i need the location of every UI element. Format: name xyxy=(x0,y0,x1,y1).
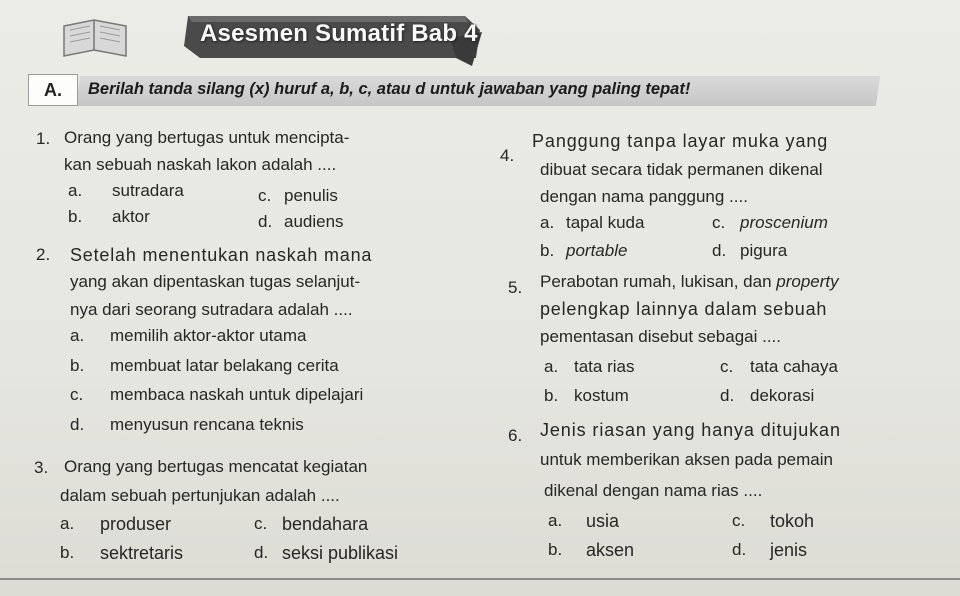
question-text: untuk memberikan aksen pada pemain xyxy=(540,450,833,469)
option-letter: b. xyxy=(70,356,85,375)
option-letter: d. xyxy=(712,241,727,260)
option-d[interactable]: menyusun rencana teknis xyxy=(110,415,304,434)
option-letter: a. xyxy=(68,181,83,200)
question-number: 4. xyxy=(500,146,515,165)
option-letter: d. xyxy=(258,212,273,231)
question-text xyxy=(540,271,839,293)
book-icon xyxy=(60,14,130,60)
section-letter: A. xyxy=(28,74,78,106)
bottom-divider xyxy=(0,578,960,580)
option-letter: d. xyxy=(720,386,735,405)
option-letter: c. xyxy=(254,514,268,533)
option-letter: c. xyxy=(712,213,726,232)
option-letter: b. xyxy=(60,543,75,562)
question-text: yang akan dipentaskan tugas selanjut- xyxy=(70,272,361,291)
question-number: 5. xyxy=(508,278,523,297)
question-number: 1. xyxy=(36,129,51,148)
question-text: kan sebuah naskah lakon adalah .... xyxy=(64,155,337,174)
question-number: 3. xyxy=(34,458,49,477)
option-letter: a. xyxy=(540,213,555,232)
question-text: nya dari seorang sutradara adalah .... xyxy=(70,300,353,319)
option-letter: b. xyxy=(544,386,559,405)
option-letter: d. xyxy=(254,543,269,562)
option-c[interactable]: penulis xyxy=(284,186,338,205)
option-letter: c. xyxy=(732,511,746,530)
question-text: dibuat secara tidak permanen dikenal xyxy=(540,160,823,179)
option-c[interactable]: tokoh xyxy=(770,511,815,531)
option-c[interactable]: tata cahaya xyxy=(750,357,838,376)
question-text: dikenal dengan nama rias .... xyxy=(544,481,763,500)
option-b[interactable]: portable xyxy=(566,241,628,260)
option-letter: b. xyxy=(548,540,563,559)
option-a[interactable]: sutradara xyxy=(112,181,184,200)
option-a[interactable]: memilih aktor-aktor utama xyxy=(110,326,307,345)
option-d[interactable]: dekorasi xyxy=(750,386,815,405)
option-b[interactable]: kostum xyxy=(574,386,629,405)
option-letter: a. xyxy=(70,326,85,345)
option-a[interactable]: produser xyxy=(100,514,172,534)
option-c[interactable]: membaca naskah untuk dipelajari xyxy=(110,385,364,404)
option-letter: c. xyxy=(720,357,734,376)
question-text: Orang yang bertugas untuk mencipta- xyxy=(64,128,350,147)
option-a[interactable]: tata rias xyxy=(574,357,635,376)
option-b[interactable]: membuat latar belakang cerita xyxy=(110,356,339,375)
question-text: Setelah menentukan naskah mana xyxy=(70,245,373,265)
page-title: Asesmen Sumatif Bab 4 xyxy=(200,20,478,47)
question-text: Jenis riasan yang hanya ditujukan xyxy=(540,420,841,440)
question-text: dalam sebuah pertunjukan adalah .... xyxy=(60,486,340,505)
option-letter: d. xyxy=(70,415,85,434)
option-d[interactable]: seksi publikasi xyxy=(282,543,399,563)
option-a[interactable]: usia xyxy=(586,511,620,531)
option-letter: b. xyxy=(68,207,83,226)
question-text: dengan nama panggung .... xyxy=(540,187,748,206)
option-b[interactable]: sektretaris xyxy=(100,543,184,563)
option-c[interactable]: bendahara xyxy=(282,514,369,534)
question-text: Panggung tanpa layar muka yang xyxy=(532,131,829,151)
option-letter: b. xyxy=(540,241,555,260)
question-number: 6. xyxy=(508,426,523,445)
option-letter: a. xyxy=(60,514,75,533)
question-number: 2. xyxy=(36,245,51,264)
option-d[interactable]: pigura xyxy=(740,241,788,260)
option-letter: d. xyxy=(732,540,747,559)
option-a[interactable]: tapal kuda xyxy=(566,213,645,232)
option-d[interactable]: audiens xyxy=(284,212,344,231)
question-text: pelengkap lainnya dalam sebuah xyxy=(540,299,828,319)
option-letter: c. xyxy=(258,186,272,205)
option-letter: a. xyxy=(548,511,563,530)
instruction-text: Berilah tanda silang (x) huruf a, b, c, atau d untuk jawaban yang paling tepat! xyxy=(88,80,691,98)
option-d[interactable]: jenis xyxy=(770,540,808,560)
question-text-italic: property xyxy=(776,272,839,291)
option-b[interactable]: aktor xyxy=(112,207,150,226)
option-letter: c. xyxy=(70,385,84,404)
option-c[interactable]: proscenium xyxy=(740,213,828,232)
option-b[interactable]: aksen xyxy=(586,540,635,560)
question-text-part: Perabotan rumah, lukisan, dan xyxy=(540,272,777,291)
question-text: Orang yang bertugas mencatat kegiatan xyxy=(64,457,368,476)
question-text: pementasan disebut sebagai .... xyxy=(540,327,781,346)
option-letter: a. xyxy=(544,357,559,376)
